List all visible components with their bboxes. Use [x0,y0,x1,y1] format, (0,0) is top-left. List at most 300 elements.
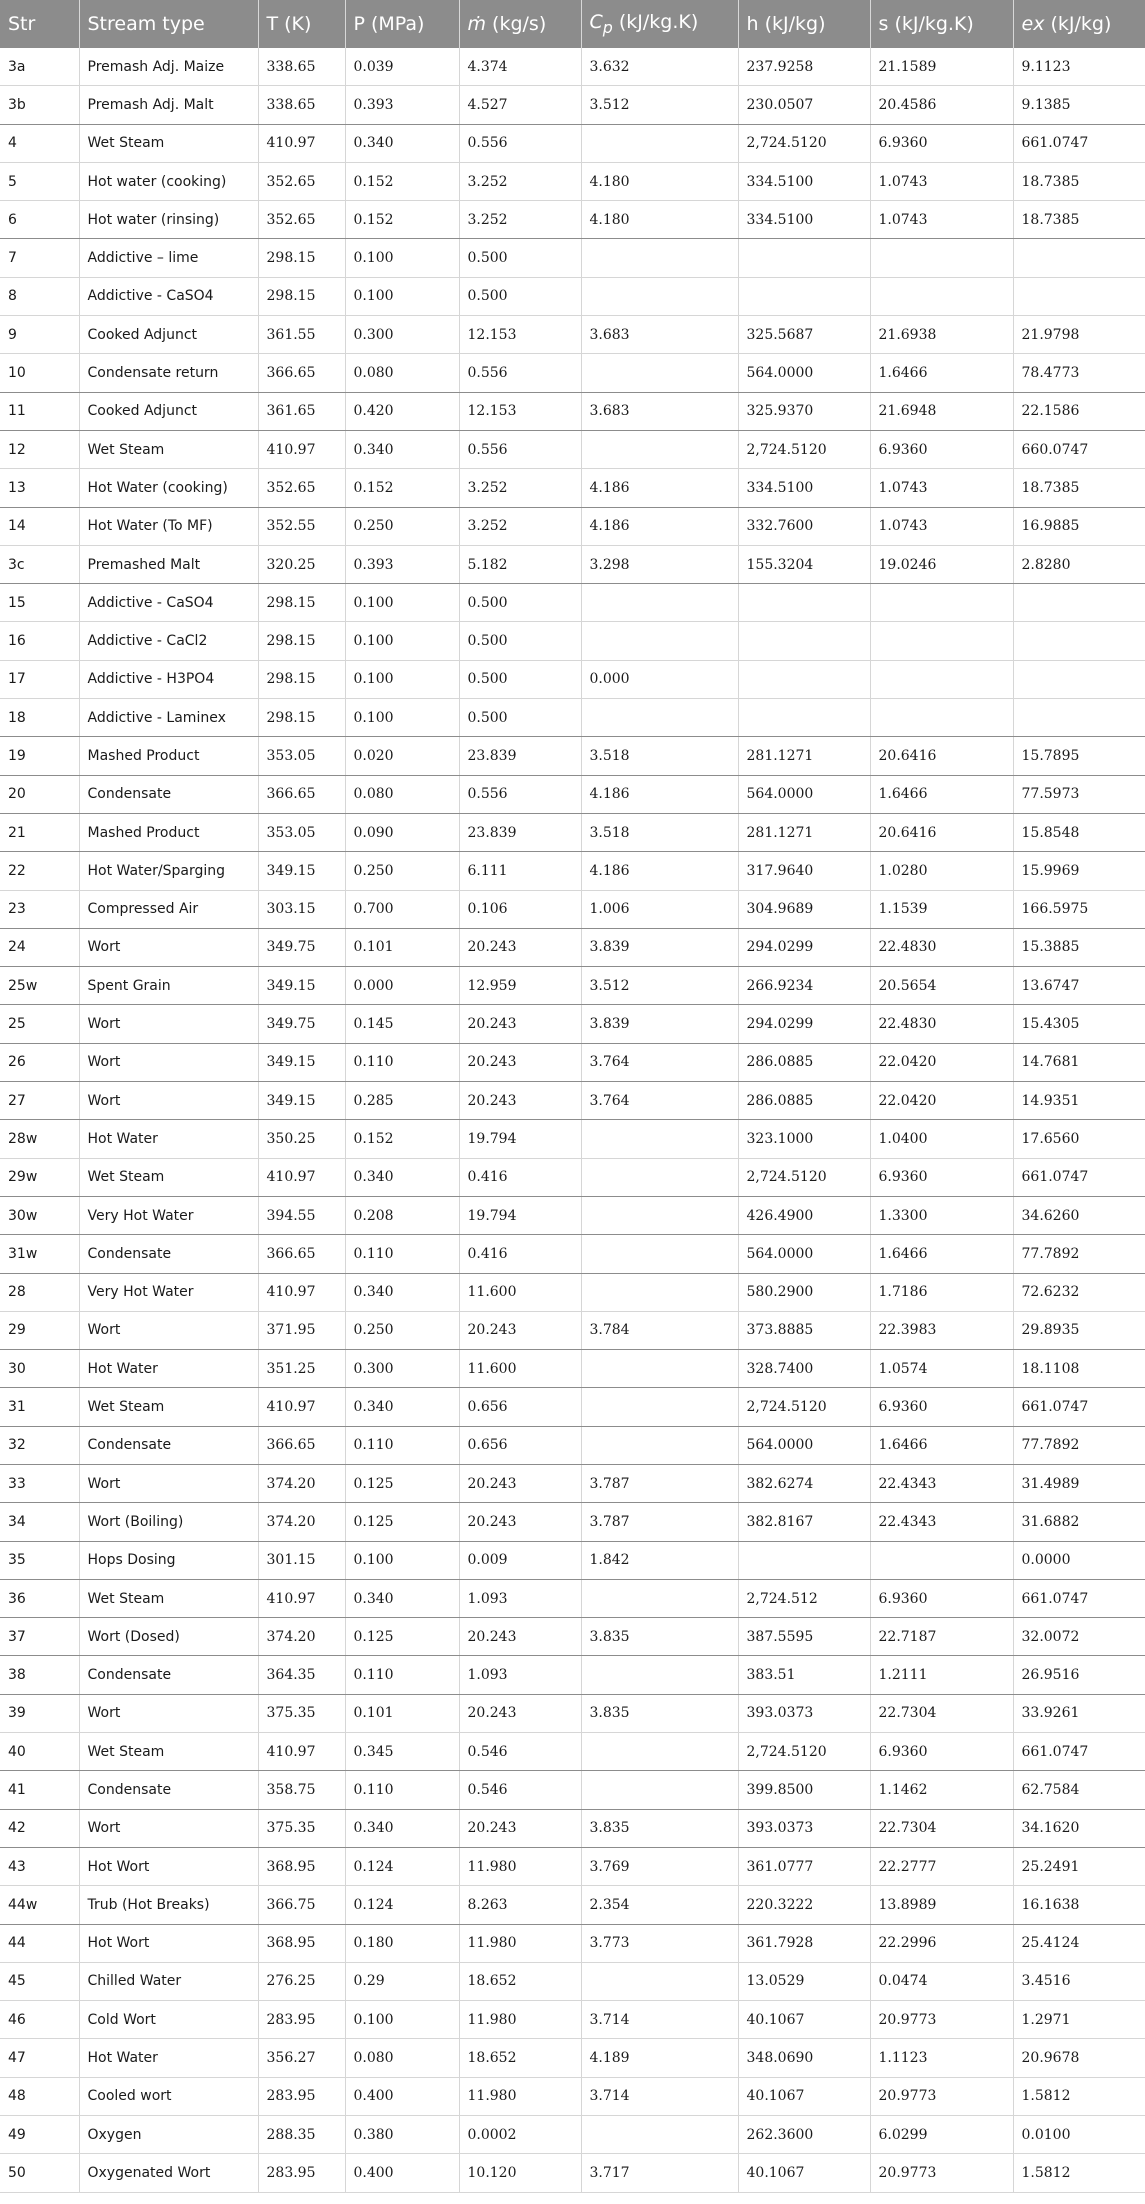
cell-pressure: 0.080 [345,354,459,392]
cell-enthalpy: 393.0373 [738,1694,870,1732]
cell-pressure: 0.080 [345,775,459,813]
cell-exergy: 72.6232 [1013,1273,1145,1311]
cell-heat-capacity [581,584,738,622]
cell-entropy: 21.6938 [870,316,1013,354]
cell-mass-flow: 20.243 [459,1503,581,1541]
cell-temperature: 298.15 [258,660,345,698]
table-row [0,1694,1145,1732]
table-row [0,1733,1145,1771]
cell-pressure: 0.285 [345,1082,459,1120]
table-row [0,124,1145,162]
cell-mass-flow: 20.243 [459,1618,581,1656]
table-row [0,2039,1145,2077]
cell-mass-flow: 0.546 [459,1733,581,1771]
cell-entropy: 1.7186 [870,1273,1013,1311]
cell-exergy: 31.4989 [1013,1464,1145,1502]
exergy-unit: (kJ/kg) [1044,13,1112,35]
cell-entropy: 1.1123 [870,2039,1013,2077]
table-row [0,1273,1145,1311]
cell-exergy: 3.4516 [1013,1962,1145,2000]
cell-enthalpy: 373.8885 [738,1311,870,1349]
cell-stream-type: Wort [79,1809,258,1847]
cell-stream-type: Wet Steam [79,430,258,468]
cell-entropy: 1.0743 [870,507,1013,545]
cell-pressure: 0.208 [345,1196,459,1234]
cell-enthalpy: 382.6274 [738,1464,870,1502]
table-row [0,1886,1145,1924]
cell-exergy [1013,699,1145,737]
cell-enthalpy: 220.3222 [738,1886,870,1924]
cell-entropy: 1.2111 [870,1656,1013,1694]
cell-temperature: 351.25 [258,1350,345,1388]
table-row [0,1771,1145,1809]
cell-heat-capacity [581,124,738,162]
cell-str: 3c [0,545,79,583]
cell-exergy: 77.5973 [1013,775,1145,813]
cell-enthalpy: 383.51 [738,1656,870,1694]
table-row [0,1426,1145,1464]
cell-mass-flow: 20.243 [459,1005,581,1043]
cp-unit: (kJ/kg.K) [612,11,699,34]
cell-pressure: 0.039 [345,48,459,86]
cell-entropy: 20.5654 [870,967,1013,1005]
cell-enthalpy: 40.1067 [738,2154,870,2192]
cell-temperature: 374.20 [258,1503,345,1541]
cell-stream-type: Cooked Adjunct [79,316,258,354]
cell-stream-type: Condensate return [79,354,258,392]
cell-enthalpy: 304.9689 [738,890,870,928]
table-row [0,1082,1145,1120]
cell-mass-flow: 3.252 [459,162,581,200]
cell-heat-capacity [581,699,738,737]
table-row [0,1311,1145,1349]
cell-temperature: 349.15 [258,967,345,1005]
cell-heat-capacity [581,430,738,468]
cell-exergy: 0.0100 [1013,2116,1145,2154]
cell-temperature: 410.97 [258,1733,345,1771]
cell-exergy: 2.8280 [1013,545,1145,583]
cell-enthalpy: 325.9370 [738,392,870,430]
table-row [0,890,1145,928]
cell-entropy: 20.4586 [870,86,1013,124]
cell-str: 30 [0,1350,79,1388]
cell-enthalpy: 2,724.5120 [738,1158,870,1196]
cell-exergy: 166.5975 [1013,890,1145,928]
cell-temperature: 349.75 [258,928,345,966]
cell-heat-capacity: 4.189 [581,2039,738,2077]
cell-heat-capacity: 3.518 [581,813,738,851]
cell-temperature: 366.65 [258,1426,345,1464]
cell-exergy: 661.0747 [1013,1733,1145,1771]
cell-exergy: 20.9678 [1013,2039,1145,2077]
cell-exergy: 18.7385 [1013,469,1145,507]
cell-mass-flow: 8.263 [459,1886,581,1924]
cell-entropy: 22.0420 [870,1082,1013,1120]
table-row [0,316,1145,354]
cell-entropy: 1.0743 [870,162,1013,200]
cell-entropy: 1.6466 [870,354,1013,392]
cell-exergy: 15.4305 [1013,1005,1145,1043]
cell-heat-capacity: 2.354 [581,1886,738,1924]
cell-enthalpy: 40.1067 [738,2077,870,2115]
cell-entropy: 1.0574 [870,1350,1013,1388]
cell-entropy: 1.6466 [870,1426,1013,1464]
cell-stream-type: Addictive - CaSO4 [79,277,258,315]
cell-pressure: 0.340 [345,1809,459,1847]
cell-entropy: 22.7304 [870,1809,1013,1847]
cell-pressure: 0.393 [345,86,459,124]
cell-str: 13 [0,469,79,507]
cell-mass-flow: 3.252 [459,469,581,507]
cell-mass-flow: 0.416 [459,1158,581,1196]
cell-temperature: 353.05 [258,813,345,851]
cell-enthalpy: 580.2900 [738,1273,870,1311]
cell-enthalpy: 286.0885 [738,1082,870,1120]
table-row [0,507,1145,545]
cell-mass-flow: 20.243 [459,1694,581,1732]
table-row [0,1120,1145,1158]
cell-enthalpy: 323.1000 [738,1120,870,1158]
cell-entropy: 6.9360 [870,1388,1013,1426]
cell-heat-capacity: 4.186 [581,775,738,813]
cell-temperature: 410.97 [258,430,345,468]
cell-heat-capacity: 3.632 [581,48,738,86]
cell-temperature: 358.75 [258,1771,345,1809]
cell-enthalpy: 40.1067 [738,2001,870,2039]
cell-exergy: 15.9969 [1013,852,1145,890]
cell-enthalpy [738,699,870,737]
cell-pressure: 0.380 [345,2116,459,2154]
cell-stream-type: Spent Grain [79,967,258,1005]
cell-mass-flow: 0.546 [459,1771,581,1809]
cell-str: 40 [0,1733,79,1771]
cell-str: 4 [0,124,79,162]
cell-str: 24 [0,928,79,966]
cell-exergy: 17.6560 [1013,1120,1145,1158]
cell-exergy: 22.1586 [1013,392,1145,430]
cell-exergy: 29.8935 [1013,1311,1145,1349]
cell-enthalpy: 286.0885 [738,1043,870,1081]
cell-enthalpy: 2,724.5120 [738,124,870,162]
cell-mass-flow: 0.500 [459,584,581,622]
cell-str: 19 [0,737,79,775]
cell-temperature: 371.95 [258,1311,345,1349]
cell-stream-type: Wet Steam [79,1158,258,1196]
cell-stream-type: Wort [79,1043,258,1081]
cell-entropy: 20.6416 [870,813,1013,851]
cell-enthalpy [738,622,870,660]
cell-temperature: 349.75 [258,1005,345,1043]
cell-exergy: 1.5812 [1013,2154,1145,2192]
cell-heat-capacity: 3.683 [581,392,738,430]
cell-heat-capacity [581,239,738,277]
cell-stream-type: Condensate [79,775,258,813]
cell-str: 48 [0,2077,79,2115]
cell-enthalpy: 281.1271 [738,737,870,775]
table-row [0,392,1145,430]
cell-enthalpy: 2,724.512 [738,1579,870,1617]
cell-entropy [870,660,1013,698]
table-row [0,1350,1145,1388]
cell-exergy: 18.1108 [1013,1350,1145,1388]
cell-str: 28 [0,1273,79,1311]
cell-str: 21 [0,813,79,851]
cell-entropy: 1.1462 [870,1771,1013,1809]
cell-enthalpy: 262.3600 [738,2116,870,2154]
cell-mass-flow: 0.500 [459,239,581,277]
cell-heat-capacity: 0.000 [581,660,738,698]
cell-mass-flow: 0.500 [459,277,581,315]
cell-temperature: 368.95 [258,1847,345,1885]
cell-stream-type: Wort [79,1311,258,1349]
cell-pressure: 0.100 [345,622,459,660]
cell-enthalpy: 564.0000 [738,1426,870,1464]
cell-entropy: 6.9360 [870,124,1013,162]
cell-mass-flow: 18.652 [459,1962,581,2000]
table-row [0,1196,1145,1234]
cell-heat-capacity: 1.006 [581,890,738,928]
cell-mass-flow: 1.093 [459,1656,581,1694]
cell-temperature: 353.05 [258,737,345,775]
cell-entropy: 1.0280 [870,852,1013,890]
cell-mass-flow: 0.416 [459,1235,581,1273]
table-row [0,1618,1145,1656]
cell-mass-flow: 12.153 [459,392,581,430]
cell-heat-capacity: 3.764 [581,1043,738,1081]
cell-heat-capacity: 3.769 [581,1847,738,1885]
cell-stream-type: Hot water (rinsing) [79,201,258,239]
cell-entropy: 22.7187 [870,1618,1013,1656]
cell-temperature: 288.35 [258,2116,345,2154]
cell-entropy: 22.4343 [870,1503,1013,1541]
cell-stream-type: Hot Water [79,1120,258,1158]
cell-enthalpy: 382.8167 [738,1503,870,1541]
cell-exergy: 15.7895 [1013,737,1145,775]
cell-heat-capacity [581,1158,738,1196]
cell-exergy: 31.6882 [1013,1503,1145,1541]
cell-heat-capacity: 3.835 [581,1809,738,1847]
table-row [0,2154,1145,2192]
cell-entropy: 0.0474 [870,1962,1013,2000]
table-row [0,1388,1145,1426]
cell-mass-flow: 12.153 [459,316,581,354]
cell-pressure: 0.152 [345,1120,459,1158]
cell-str: 3b [0,86,79,124]
cell-pressure: 0.110 [345,1043,459,1081]
cell-temperature: 298.15 [258,622,345,660]
cell-temperature: 361.65 [258,392,345,430]
cell-mass-flow: 0.556 [459,430,581,468]
cell-str: 9 [0,316,79,354]
cell-enthalpy: 393.0373 [738,1809,870,1847]
cell-mass-flow: 11.980 [459,2077,581,2115]
cell-str: 38 [0,1656,79,1694]
cell-pressure: 0.125 [345,1464,459,1502]
cell-str: 3a [0,48,79,86]
cell-mass-flow: 11.600 [459,1350,581,1388]
cell-pressure: 0.340 [345,1579,459,1617]
cell-exergy: 18.7385 [1013,201,1145,239]
cell-temperature: 349.15 [258,1043,345,1081]
cell-enthalpy: 155.3204 [738,545,870,583]
cell-entropy: 6.9360 [870,1579,1013,1617]
cell-entropy: 21.1589 [870,48,1013,86]
cp-subscript: p [602,17,613,37]
cell-stream-type: Wet Steam [79,124,258,162]
cell-enthalpy [738,660,870,698]
cell-temperature: 320.25 [258,545,345,583]
cell-str: 25 [0,1005,79,1043]
cell-entropy: 1.0400 [870,1120,1013,1158]
cell-entropy: 19.0246 [870,545,1013,583]
cell-pressure: 0.125 [345,1503,459,1541]
cell-temperature: 375.35 [258,1809,345,1847]
cell-str: 42 [0,1809,79,1847]
cell-temperature: 349.15 [258,1082,345,1120]
cell-heat-capacity [581,1120,738,1158]
cell-mass-flow: 20.243 [459,1082,581,1120]
table-row [0,1962,1145,2000]
cell-str: 23 [0,890,79,928]
cell-enthalpy: 426.4900 [738,1196,870,1234]
cell-mass-flow: 11.980 [459,1847,581,1885]
cell-exergy: 0.0000 [1013,1541,1145,1579]
cell-exergy [1013,239,1145,277]
table-row [0,354,1145,392]
cell-stream-type: Very Hot Water [79,1196,258,1234]
table-row [0,2077,1145,2115]
cell-stream-type: Oxygen [79,2116,258,2154]
cell-pressure: 0.100 [345,277,459,315]
cell-exergy: 78.4773 [1013,354,1145,392]
cell-mass-flow: 0.556 [459,775,581,813]
cell-stream-type: Addictive - Laminex [79,699,258,737]
cell-stream-type: Condensate [79,1426,258,1464]
cell-enthalpy: 334.5100 [738,201,870,239]
cell-stream-type: Hot Water (To MF) [79,507,258,545]
cell-exergy: 9.1385 [1013,86,1145,124]
cell-mass-flow: 10.120 [459,2154,581,2192]
cell-str: 16 [0,622,79,660]
table-header [0,0,1145,48]
table-row [0,928,1145,966]
header-str: Str [0,0,79,48]
cell-temperature: 350.25 [258,1120,345,1158]
cell-heat-capacity: 4.180 [581,162,738,200]
cell-temperature: 410.97 [258,1273,345,1311]
table-row [0,852,1145,890]
cell-stream-type: Hot Wort [79,1924,258,1962]
cell-entropy: 6.0299 [870,2116,1013,2154]
cell-pressure: 0.101 [345,1694,459,1732]
cell-heat-capacity [581,354,738,392]
cell-stream-type: Chilled Water [79,1962,258,2000]
cell-heat-capacity [581,1579,738,1617]
cell-enthalpy: 332.7600 [738,507,870,545]
cell-str: 46 [0,2001,79,2039]
cell-temperature: 276.25 [258,1962,345,2000]
cell-enthalpy: 294.0299 [738,1005,870,1043]
cell-heat-capacity: 4.186 [581,469,738,507]
cell-exergy: 18.7385 [1013,162,1145,200]
cell-str: 37 [0,1618,79,1656]
cell-str: 34 [0,1503,79,1541]
table-row [0,545,1145,583]
cell-pressure: 0.100 [345,660,459,698]
cell-str: 36 [0,1579,79,1617]
cell-str: 44 [0,1924,79,1962]
cell-entropy: 1.6466 [870,775,1013,813]
cell-entropy: 1.3300 [870,1196,1013,1234]
cell-pressure: 0.700 [345,890,459,928]
header-mass-flow [459,0,581,48]
cell-heat-capacity [581,1656,738,1694]
cell-str: 26 [0,1043,79,1081]
cell-temperature: 298.15 [258,584,345,622]
cell-temperature: 283.95 [258,2001,345,2039]
cell-mass-flow: 20.243 [459,1464,581,1502]
exergy-symbol: ex [1021,13,1045,35]
cell-entropy: 20.9773 [870,2154,1013,2192]
cell-exergy: 32.0072 [1013,1618,1145,1656]
cell-temperature: 366.65 [258,775,345,813]
cell-mass-flow: 0.656 [459,1426,581,1464]
cell-exergy: 21.9798 [1013,316,1145,354]
cell-heat-capacity: 3.683 [581,316,738,354]
cell-heat-capacity: 3.787 [581,1464,738,1502]
cell-pressure: 0.300 [345,1350,459,1388]
cell-stream-type: Wort [79,1005,258,1043]
cell-str: 28w [0,1120,79,1158]
cell-temperature: 298.15 [258,699,345,737]
cell-entropy: 22.4830 [870,928,1013,966]
cell-entropy: 1.0743 [870,201,1013,239]
cell-exergy: 661.0747 [1013,1388,1145,1426]
cell-stream-type: Hot Water/Sparging [79,852,258,890]
table-row [0,1464,1145,1502]
cell-enthalpy: 294.0299 [738,928,870,966]
cell-str: 18 [0,699,79,737]
cell-stream-type: Hot Wort [79,1847,258,1885]
cell-temperature: 410.97 [258,1158,345,1196]
cell-pressure: 0.000 [345,967,459,1005]
cell-mass-flow: 19.794 [459,1120,581,1158]
cell-str: 5 [0,162,79,200]
table-row [0,1503,1145,1541]
cell-pressure: 0.125 [345,1618,459,1656]
cell-exergy [1013,584,1145,622]
mass-flow-symbol: ṁ [467,13,487,35]
cell-str: 11 [0,392,79,430]
cell-enthalpy [738,584,870,622]
table-row [0,1847,1145,1885]
cell-str: 8 [0,277,79,315]
table-row [0,162,1145,200]
cell-heat-capacity: 1.842 [581,1541,738,1579]
cell-temperature: 352.65 [258,162,345,200]
table-row [0,1005,1145,1043]
cell-stream-type: Hot water (cooking) [79,162,258,200]
cell-enthalpy: 2,724.5120 [738,1733,870,1771]
header-entropy: s (kJ/kg.K) [870,0,1013,48]
cell-heat-capacity: 3.787 [581,1503,738,1541]
cell-enthalpy: 564.0000 [738,775,870,813]
table-row [0,277,1145,315]
cell-str: 29 [0,1311,79,1349]
cell-str: 50 [0,2154,79,2192]
table-row [0,584,1145,622]
cell-mass-flow: 0.500 [459,660,581,698]
